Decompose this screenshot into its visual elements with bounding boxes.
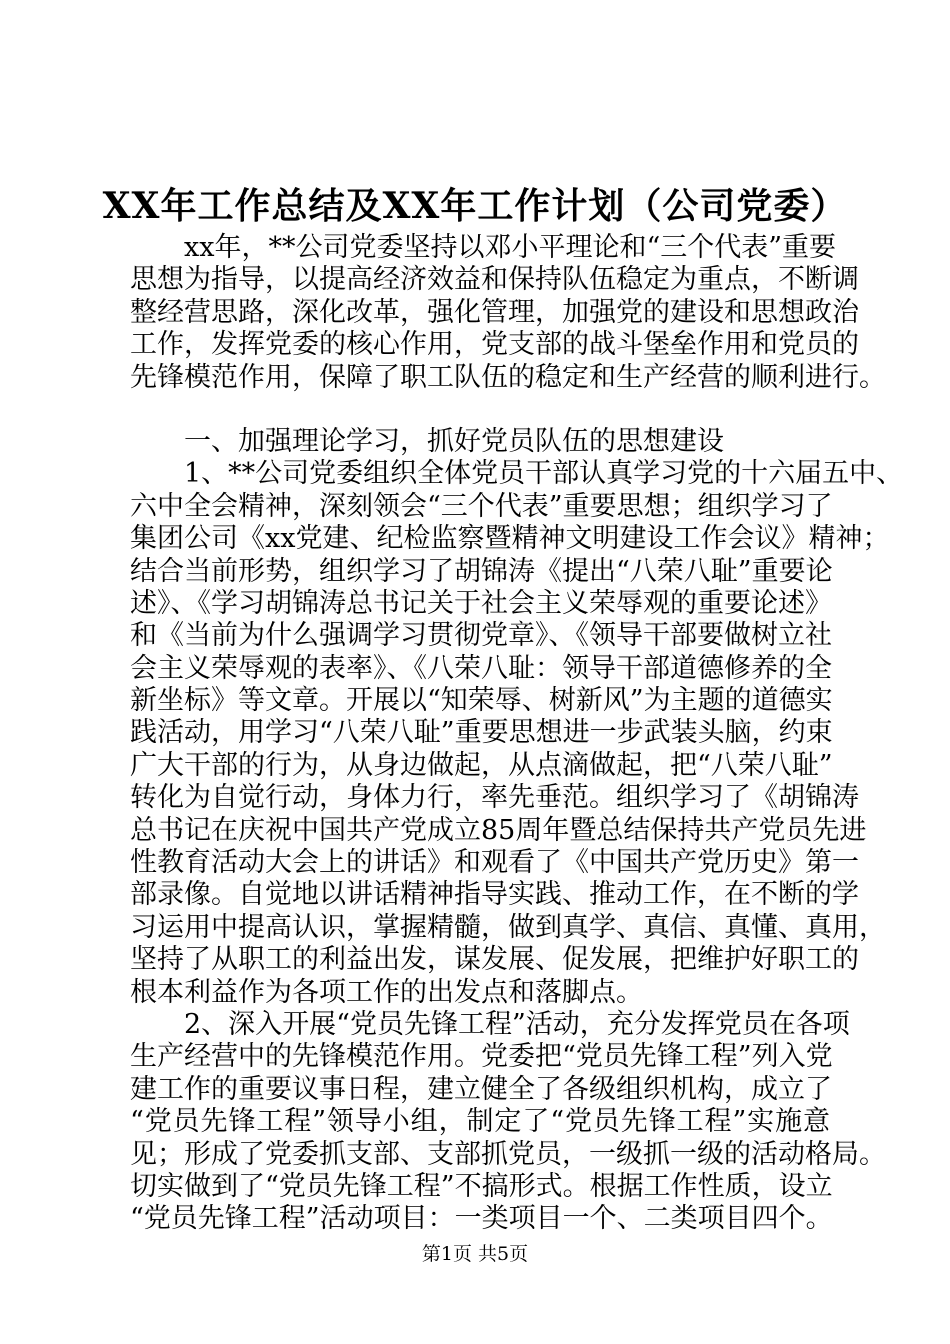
- text-line: 整经营思路，深化改革，强化管理，加强党的建设和思想政治: [130, 296, 859, 328]
- text-line: 述》、《学习胡锦涛总书记关于社会主义荣辱观的重要论述》: [130, 587, 832, 619]
- document-body: [130, 232, 904, 1236]
- text-line: 部录像。自觉地以讲话精神指导实践、推动工作，在不断的学: [130, 879, 859, 911]
- text-line: 根本利益作为各项工作的出发点和落脚点。: [130, 976, 643, 1008]
- text-line: 生产经营中的先锋模范作用。党委把“党员先锋工程”列入党: [130, 1041, 833, 1073]
- text-line: 习运用中提高认识，掌握精髓，做到真学、真信、真懂、真用，: [130, 911, 886, 943]
- text-line: 1、**公司党委组织全体党员干部认真学习党的十六届五中、: [130, 458, 904, 490]
- item-2-paragraph: [130, 1008, 886, 1236]
- text-line: 工作，发挥党委的核心作用，党支部的战斗堡垒作用和党员的: [130, 329, 859, 361]
- intro-paragraph: [130, 232, 886, 394]
- paragraph-gap: [130, 394, 830, 426]
- text-line: 新坐标》等文章。开展以“知荣辱、树新风”为主题的道德实: [130, 685, 833, 717]
- text-line: 坚持了从职工的利益出发，谋发展、促发展，把维护好职工的: [130, 944, 859, 976]
- item-1-paragraph: [130, 458, 904, 1009]
- text-line: 结合当前形势，组织学习了胡锦涛《提出“八荣八耻”重要论: [130, 555, 833, 587]
- text-line: 六中全会精神，深刻领会“三个代表”重要思想；组织学习了: [130, 490, 833, 522]
- text-line: 见；形成了党委抓支部、支部抓党员，一级抓一级的活动格局。: [130, 1138, 886, 1170]
- text-line: 性教育活动大会上的讲话》和观看了《中国共产党历史》第一: [130, 847, 859, 879]
- document-title: XX年工作总结及XX年工作计划（公司党委）: [102, 185, 848, 227]
- text-line: 和《当前为什么强调学习贯彻党章》、《领导干部要做树立社: [130, 620, 832, 652]
- section-heading: 一、加强理论学习，抓好党员队伍的思想建设: [130, 425, 724, 457]
- text-line: 会主义荣辱观的表率》、《八荣八耻：领导干部道德修养的全: [130, 652, 832, 684]
- page-indicator: 第1页 共5页: [421, 1243, 529, 1265]
- text-line: 思想为指导，以提高经济效益和保持队伍稳定为重点，不断调: [130, 264, 859, 296]
- text-line: 转化为自觉行动，身体力行，率先垂范。组织学习了《胡锦涛: [130, 782, 859, 814]
- text-line: 先锋模范作用，保障了职工队伍的稳定和生产经营的顺利进行。: [130, 361, 886, 393]
- text-line: 总书记在庆祝中国共产党成立85周年暨总结保持共产党员先进: [130, 814, 867, 846]
- text-line: “党员先锋工程”领导小组，制定了“党员先锋工程”实施意: [130, 1106, 830, 1138]
- text-line: xx年，**公司党委坚持以邓小平理论和“三个代表”重要: [130, 232, 837, 263]
- text-line: 2、深入开展“党员先锋工程”活动，充分发挥党员在各项: [130, 1008, 850, 1040]
- text-line: 广大干部的行为，从身边做起，从点滴做起，把“八荣八耻”: [130, 749, 833, 781]
- text-line: 践活动，用学习“八荣八耻”重要思想进一步武装头脑，约束: [130, 717, 833, 749]
- text-line: 切实做到了“党员先锋工程”不搞形式。根据工作性质，设立: [130, 1170, 833, 1202]
- text-line: 建工作的重要议事日程，建立健全了各级组织机构，成立了: [130, 1073, 832, 1105]
- text-line: “党员先锋工程”活动项目：一类项目一个、二类项目四个。: [130, 1203, 833, 1235]
- text-line: 集团公司《xx党建、纪检监察暨精神文明建设工作会议》精神；: [130, 523, 890, 555]
